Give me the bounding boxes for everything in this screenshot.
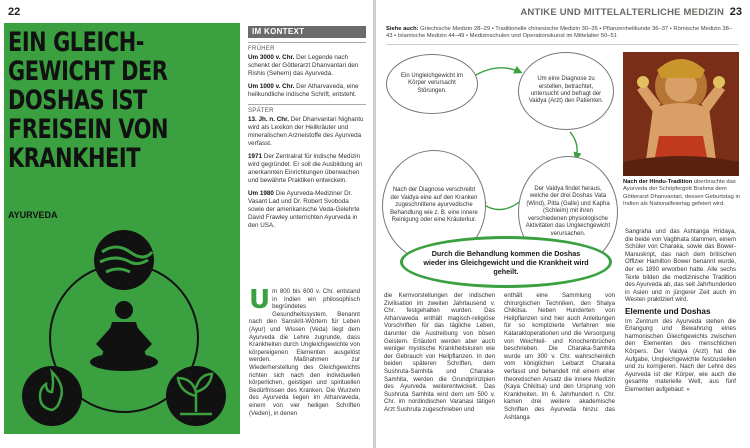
- arrow-icon: [570, 132, 577, 158]
- arrow-icon: [474, 68, 520, 76]
- body-text: Sangraha und das Ashtanga Hridaya, die beide von Vagbhata stammen, einem Schüler von Charaka, sowie das Bower-Manuskript, das nach dem britischen Offizier Hamilton Bower benannt wurde, der es 1890 erworben hatte. Alle sechs Texte bilden die medizinische Tradition des Ayurveda ab, das seit Jahrhunderten in Asien und in jüngerer Zeit auch im Westen praktiziert wird.: [625, 228, 736, 304]
- diagram-node-treatment: Nach der Diagnose verschreibt der Vaidya eine auf den Kranken zugeschnittene ayurvedische Behandlung wie z. B. eine innere Reinigung oder eine Kräuterkur.: [382, 150, 486, 262]
- title-line: DOSHAS IST: [8, 85, 147, 116]
- image-caption: Nach der Hindu-Tradition überbrachte das Ayurveda der Schöpfergott Brahma dem Götterarzt Dhanvantari, dessen Geburtstag in Indien als Nationalfeiertag gefeiert wird.: [623, 179, 740, 207]
- chapter-subtitle: AYURVEDA: [8, 210, 58, 220]
- timeline-entry: Um 3000 v. Chr. Der Legende nach schenkt der Götterarzt Dhanvantari den Rishis (Sehern) das Ayurveda.: [248, 54, 359, 77]
- wind-icon: [94, 230, 154, 290]
- era-label: FRÜHER: [248, 42, 366, 53]
- right-page: [376, 0, 750, 448]
- body-text: Im Zentrum des Ayurveda stehen die Erlangung und Bewahrung eines harmonischen Gleichgewichts zwischen den Elementen des menschlichen Körpers. Der Vaidya (Arzt) hat die Aufgabe, Ungleichgewichte festzustellen und zu korrigieren. Nach der Lehre des Ayurveda ist der Körper, wie auch die gesamte materielle Welt, aus fünf Elementen aufgebaut: »: [625, 317, 736, 393]
- see-also-bar: [386, 26, 738, 45]
- title-line: KRANKHEIT: [8, 143, 141, 174]
- running-head: ANTIKE UND MITTELALTERLICHE MEDIZIN: [520, 7, 724, 18]
- timeline-entry: Um 1000 v. Chr. Der Atharvaveda, eine heilkundliche indische Schrift, entsteht.: [248, 83, 359, 98]
- diagram-node-doshas: Der Vaidya findet heraus, welche der drei Doshas Vata (Wind), Pitta (Galle) und Kapha (Schleim) mit ihren verschiedenen physiologische Aktivitäten das Ungleichgewicht verursachen.: [518, 156, 618, 268]
- section-subhead: Elemente und Doshas: [625, 306, 711, 316]
- body-column-3: [625, 228, 736, 393]
- arrow-icon: [480, 200, 522, 210]
- era-label: SPÄTER: [248, 104, 366, 115]
- fire-icon: [22, 366, 82, 426]
- dhanvantari-painting: [623, 52, 739, 176]
- title-line: GEWICHT DER: [8, 56, 168, 87]
- see-also-label: Siehe auch:: [386, 26, 419, 32]
- see-also-links: Griechische Medizin 28–29 • Traditionelle chinesische Medizin 30–35 • Pflanzenheilkunde 36–37 • Römische Medizin 38–43 • Islamische Medizin 44–49 • Medizinschulen und Operationskunst im Mittelalter 50–51: [386, 26, 733, 40]
- left-page: [0, 0, 373, 448]
- page-number-right: 23: [729, 6, 742, 18]
- chapter-title: [8, 28, 208, 173]
- page-number-left: 22: [8, 6, 21, 18]
- body-column-1: [249, 285, 360, 417]
- diagram-result: Durch die Behandlung kommen die Doshas wieder ins Gleichgewicht und die Krankheit wird geheilt.: [400, 236, 612, 288]
- diagram-node-diagnosis: Um eine Diagnose zu erstellen, betrachtet, untersucht und befragt der Vaidya (Arzt) den Patienten.: [518, 52, 614, 130]
- leaf-icon: [166, 366, 226, 426]
- doshas-meditation-illustration: [14, 226, 234, 434]
- body-text: m 800 bis 600 v. Chr. entstand in Indien ein philosophisch begründetes Gesundheitssystem. Benannt nach den Sanskrit-Wörtern für Leben (Ayur) und Wissen (Veda) liegt dem Ayurveda die Lehre zugrunde, dass Krankheiten durch Ungleichgewichte von körpereigenen Elementen ausgelöst werden. Maßnahmen zur Wiederherstellung des Gleichgewichts richten sich nach den individuellen körperlichen, geistigen und spirituellen Bedürfnissen des Kranken. Die Wurzeln des Ayurveda liegen im Atharvaveda, einem von vier heiligen Schriften (Veden), in denen: [249, 288, 360, 417]
- drop-cap: U: [249, 285, 271, 315]
- context-header: IM KONTEXT: [248, 26, 366, 38]
- timeline-entry: 1971 Der Zentralrat für indische Medizin wird gegründet. Er soll die Ausbildung an anerkannten Einrichtungen überwachen und bewährte Praktiken entwickeln.: [248, 153, 363, 184]
- title-line: FREISEIN VON: [8, 114, 169, 145]
- body-column-1: die Kernvorstellungen der indischen Zivilisation im zweiten Jahrtausend v. Chr. festgehalten wurden. Das Atharvaveda enthält magisch-religiöse Vorschriften für das tägliche Leben, darunter die Austreibung von bösen Geistern. Erläutert werden aber auch weniger mystische Krankheitskuren wie der Gebrauch von Heilpflanzen. In den beiden späteren Schriften, dem Sushruta-Samhita und Charaka-Samhita, werden die Grundprinzipien des Ayurveda weiterentwickelt. Das Sushruta Samhita wird dem um 500 v. Chr. im nordindischen Varanasi tätigen Arzt Sushruta zugeschrieben und: [384, 292, 495, 413]
- timeline-entry: 13. Jh. n. Chr. Der Dhanvantari Nighantu wird als Lexikon der Heilkräuter und mineralischen Arzneistoffe des Ayurveda verfasst.: [248, 116, 364, 147]
- context-sidebar: [248, 26, 366, 235]
- diagram-node-imbalance: Ein Ungleichgewicht im Körper verursacht Störungen.: [386, 54, 478, 114]
- timeline-entry: Um 1980 Die Ayurveda-Mediziner Dr. Vasant Lad und Dr. Robert Svoboda sowie der amerikanische Veda-Gelehrte David Frawley unterrichten Ayurveda in den USA.: [248, 190, 360, 229]
- title-line: EIN GLEICH-: [8, 27, 145, 58]
- body-column-2: enthält eine Sammlung von chirurgischen Techniken, den Shalya Chikitsa. Neben Hunderten von Heilpflanzen sind hier auch Anleitungen für so komplizierte Verfahren wie Kataraktoperationen und die Versorgung von Weichteil- und Knochenbrüchen beschrieben. Die Charaka-Samhita wurde um 300 v. Chr. wahrscheinlich vom königlichen Leibarzt Charaka verfasst und behandelt mit einem eher theoretischen Ansatz die innere Medizin (Kaya Chikitsa) und den Ursprung von Krankheiten. Im 6. Jahrhundert n. Chr. kamen drei weitere akademische Schriften des Ayurveda hinzu: das Ashtanga: [504, 292, 615, 421]
- meditating-figure-icon: [90, 301, 158, 371]
